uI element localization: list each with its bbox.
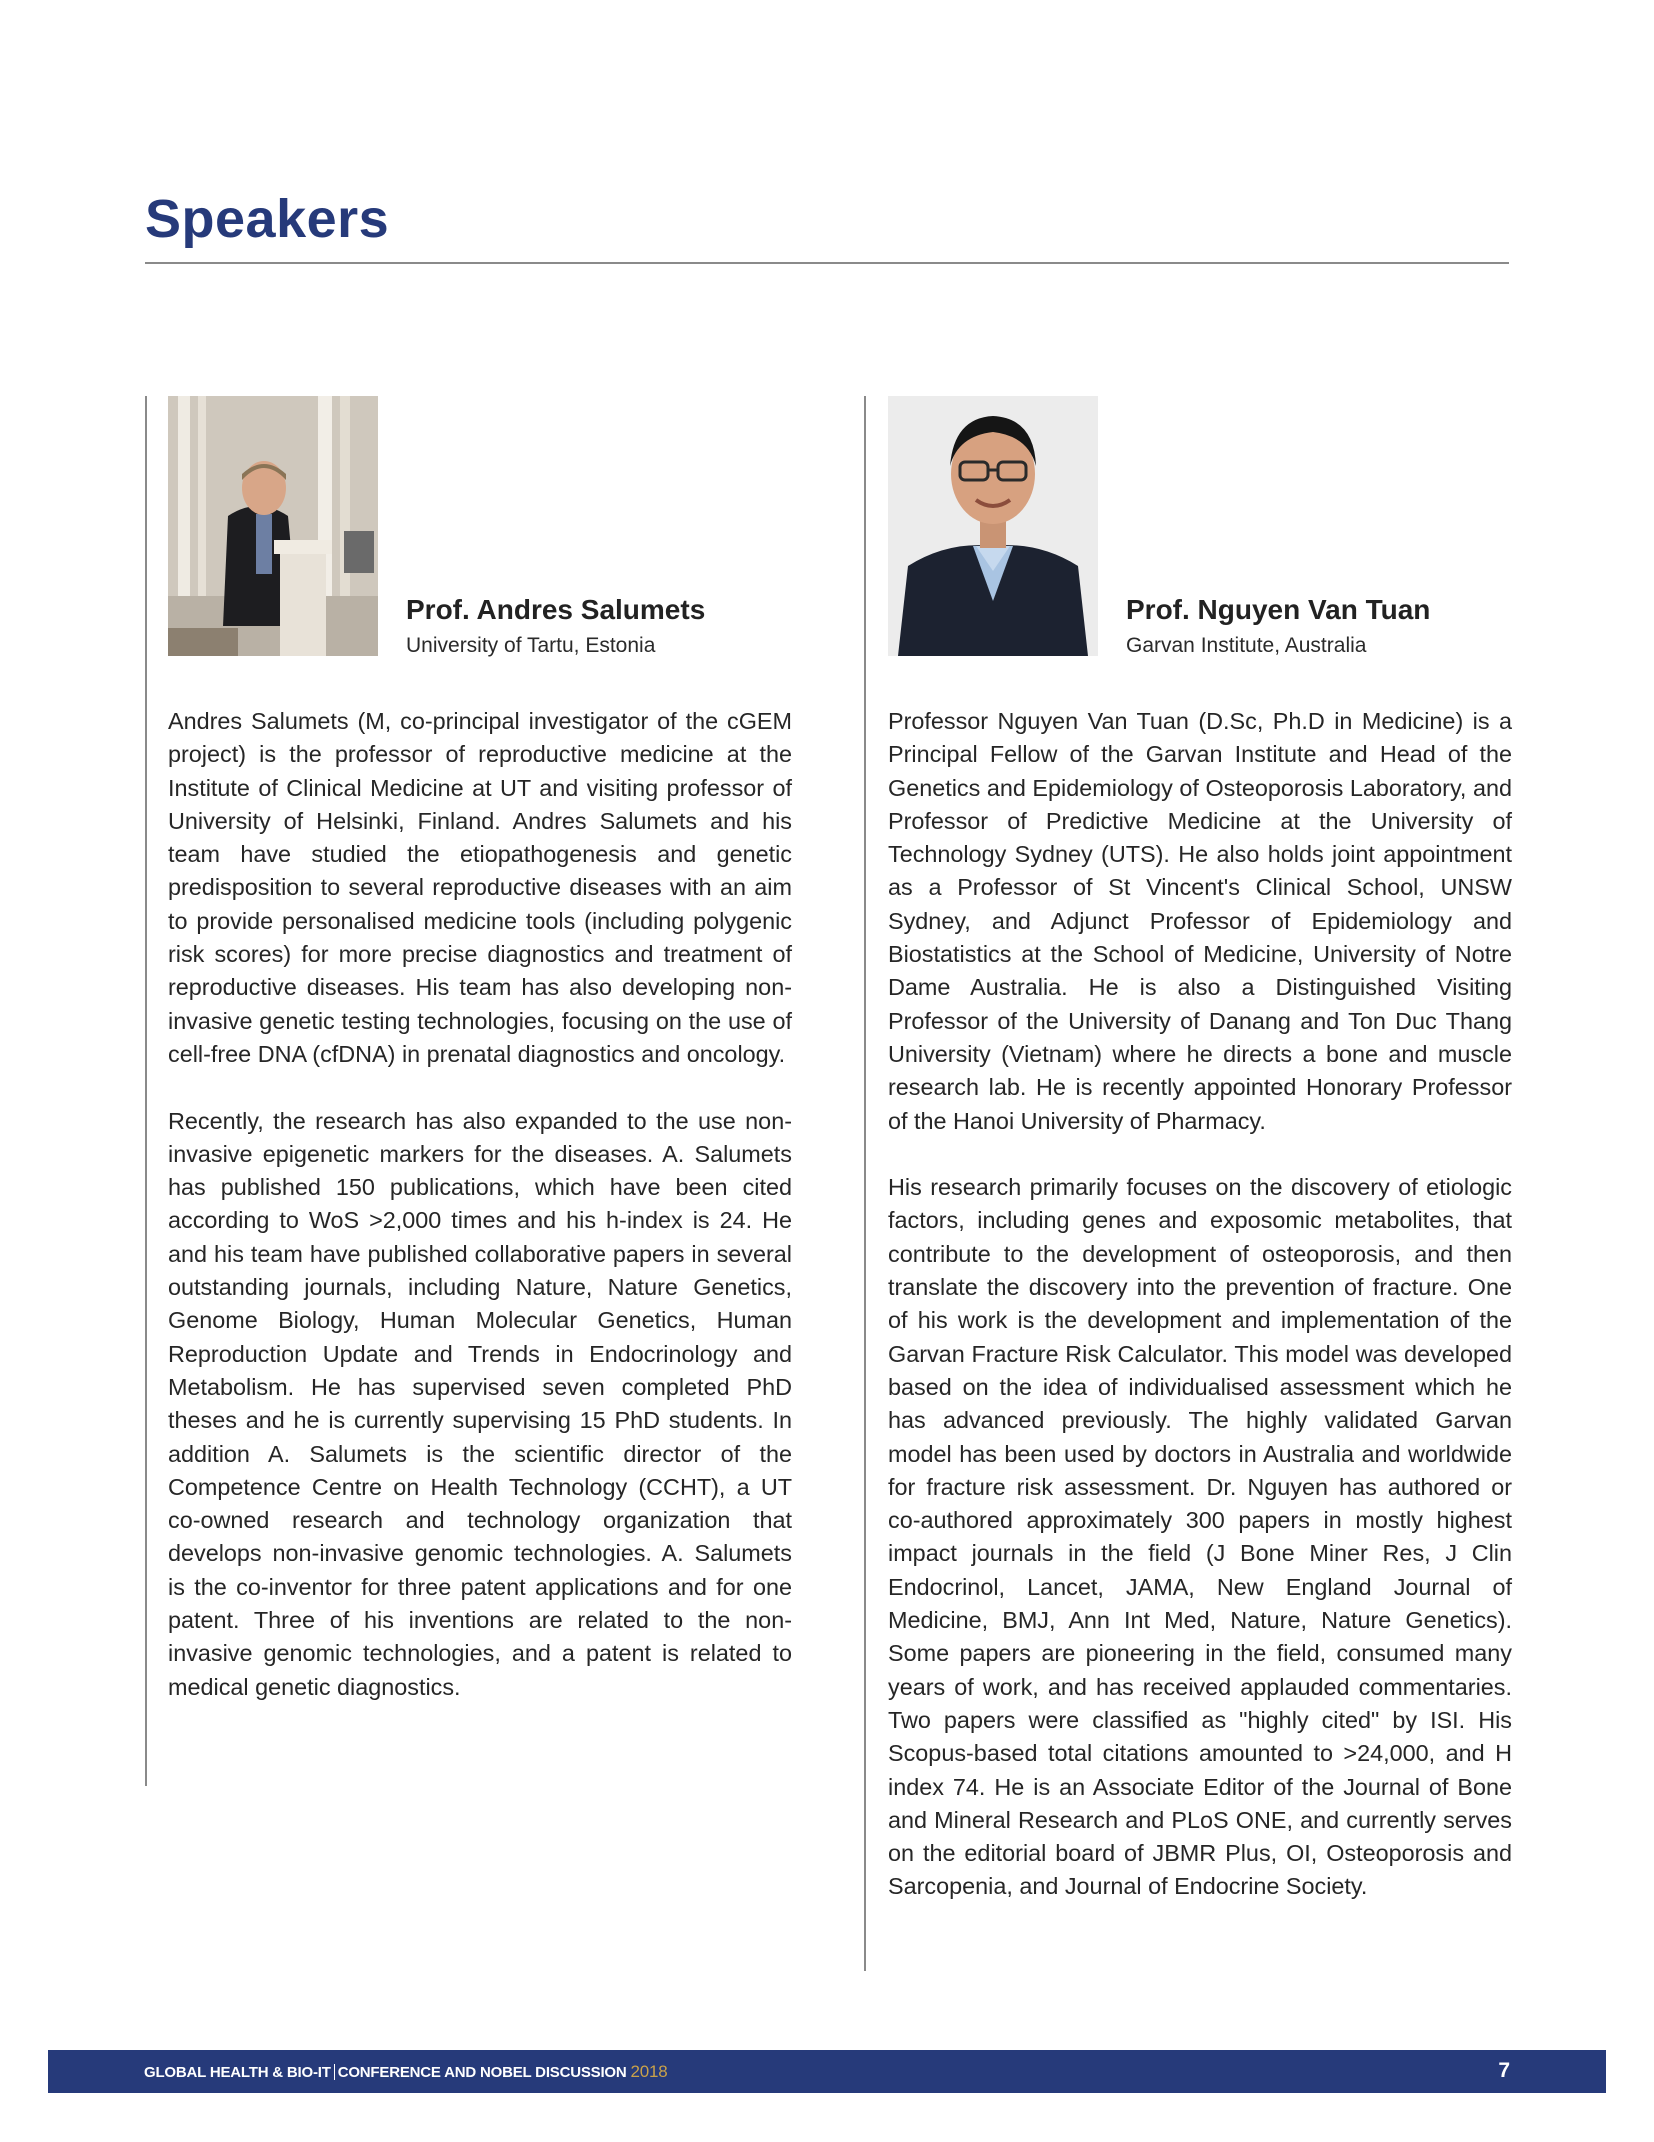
bio-paragraph: Professor Nguyen Van Tuan (D.Sc, Ph.D in Medicine) is a Principal Fellow of the Garvan Institute and Head of the Genetics and Epidemiology of Osteoporosis Laboratory, and Professor of Predictive Medicine at the University of Technology Sydney (UTS). He also holds joint appointment as a Professor of St Vincent's Clinical School, UNSW Sydney, and Adjunct Professor of Epidemiology and Biostatistics at the School of Medicine, University of Notre Dame Australia. He is also a Distinguished Visiting Professor of the University of Danang and Ton Duc Thang University (Vietnam) where he directs a bone and muscle research lab. He is recently appointed Honorary Professor of the Hanoi University of Pharmacy. (888, 708, 1512, 1134)
bio-paragraph: His research primarily focuses on the discovery of etiologic factors, including genes and exposomic metabolites, that contribute to the development of osteoporosis, and then translate the discovery into the prevention of fracture. One of his work is the development and implementation of the Garvan Fracture Risk Calculator. This model was developed based on the idea of individualised assessment which he has advanced previously. The highly validated Garvan model has been used by doctors in Australia and worldwide for fracture risk assessment. Dr. Nguyen has authored or co-authored approximately 300 papers in mostly highest impact journals in the field (J Bone Miner Res, J Clin Endocrinol, Lancet, JAMA, New England Journal of Medicine, BMJ, Ann Int Med, Nature, Nature Genetics). Some papers are pioneering in the field, consumed many years of work, and has received applauded commentaries. Two papers were classified as "highly cited" by ISI. His Scopus-based total citations amounted to >24,000, and H index 74. He is an Associate Editor of the Journal of Bone and Mineral Research and PLoS ONE, and currently serves on the editorial board of JBMR Plus, OI, Osteoporosis and Sarcopenia, and Journal of Endocrine Society. (888, 1174, 1512, 1900)
page-footer (48, 2050, 1606, 2093)
footer-event-subtitle: CONFERENCE AND NOBEL DISCUSSION (337, 2064, 627, 2081)
footer-separator (334, 2064, 335, 2080)
footer-event-title (144, 2062, 668, 2082)
page-number: 7 (1498, 2059, 1510, 2082)
title-divider (145, 262, 1509, 264)
speaker-photo-salumets (168, 396, 378, 656)
speaker-photo-salumets-image (168, 396, 378, 656)
left-column-rule (145, 396, 147, 1786)
bio-paragraph: Recently, the research has also expanded to the use non-invasive epigenetic markers for the diseases. A. Salumets has published 150 publications, which have been cited according to WoS >2,000 times and his h-index is 24. He and his team have published collaborative papers in several outstanding journals, including Nature, Nature Genetics, Genome Biology, Human Molecular Genetics, Human Reproduction Update and Trends in Endocrinology and Metabolism. He has supervised seven completed PhD theses and he is currently supervising 15 PhD students. In addition A. Salumets is the scientific director of the Competence Centre on Health Technology (CCHT), a UT co-owned research and technology organization that develops non-invasive genomic technologies. A. Salumets is the co-inventor for three patent applications and for one patent. Three of his inventions are related to the non-invasive genomic technologies, and a patent is related to medical genetic diagnostics. (168, 1107, 792, 1700)
footer-year: 2018 (630, 2062, 668, 2081)
speaker-affiliation-salumets: University of Tartu, Estonia (406, 634, 656, 657)
speaker-name-nguyen: Prof. Nguyen Van Tuan (1126, 594, 1431, 625)
bio-paragraph: Andres Salumets (M, co-principal investigator of the cGEM project) is the professor of reproductive medicine at the Institute of Clinical Medicine at UT and visiting professor of University of Helsinki, Finland. Andres Salumets and his team have studied the etiopathogenesis and genetic predisposition to several reproductive diseases with an aim to provide personalised medicine tools (including polygenic risk scores) for more precise diagnostics and treatment of reproductive diseases. His team has also developing non-invasive genetic testing technologies, focusing on the use of cell-free DNA (cfDNA) in prenatal diagnostics and oncology. (168, 708, 792, 1067)
speaker-bio-salumets (168, 705, 792, 1704)
speaker-photo-nguyen (888, 396, 1098, 656)
speaker-affiliation-nguyen: Garvan Institute, Australia (1126, 634, 1367, 657)
speaker-bio-nguyen (888, 705, 1512, 1904)
right-column-rule (864, 396, 866, 1971)
speaker-photo-nguyen-image (888, 396, 1098, 656)
footer-event-name: GLOBAL HEALTH & BIO-IT (144, 2064, 331, 2081)
page-title: Speakers (145, 189, 390, 249)
speaker-name-salumets: Prof. Andres Salumets (406, 594, 706, 625)
